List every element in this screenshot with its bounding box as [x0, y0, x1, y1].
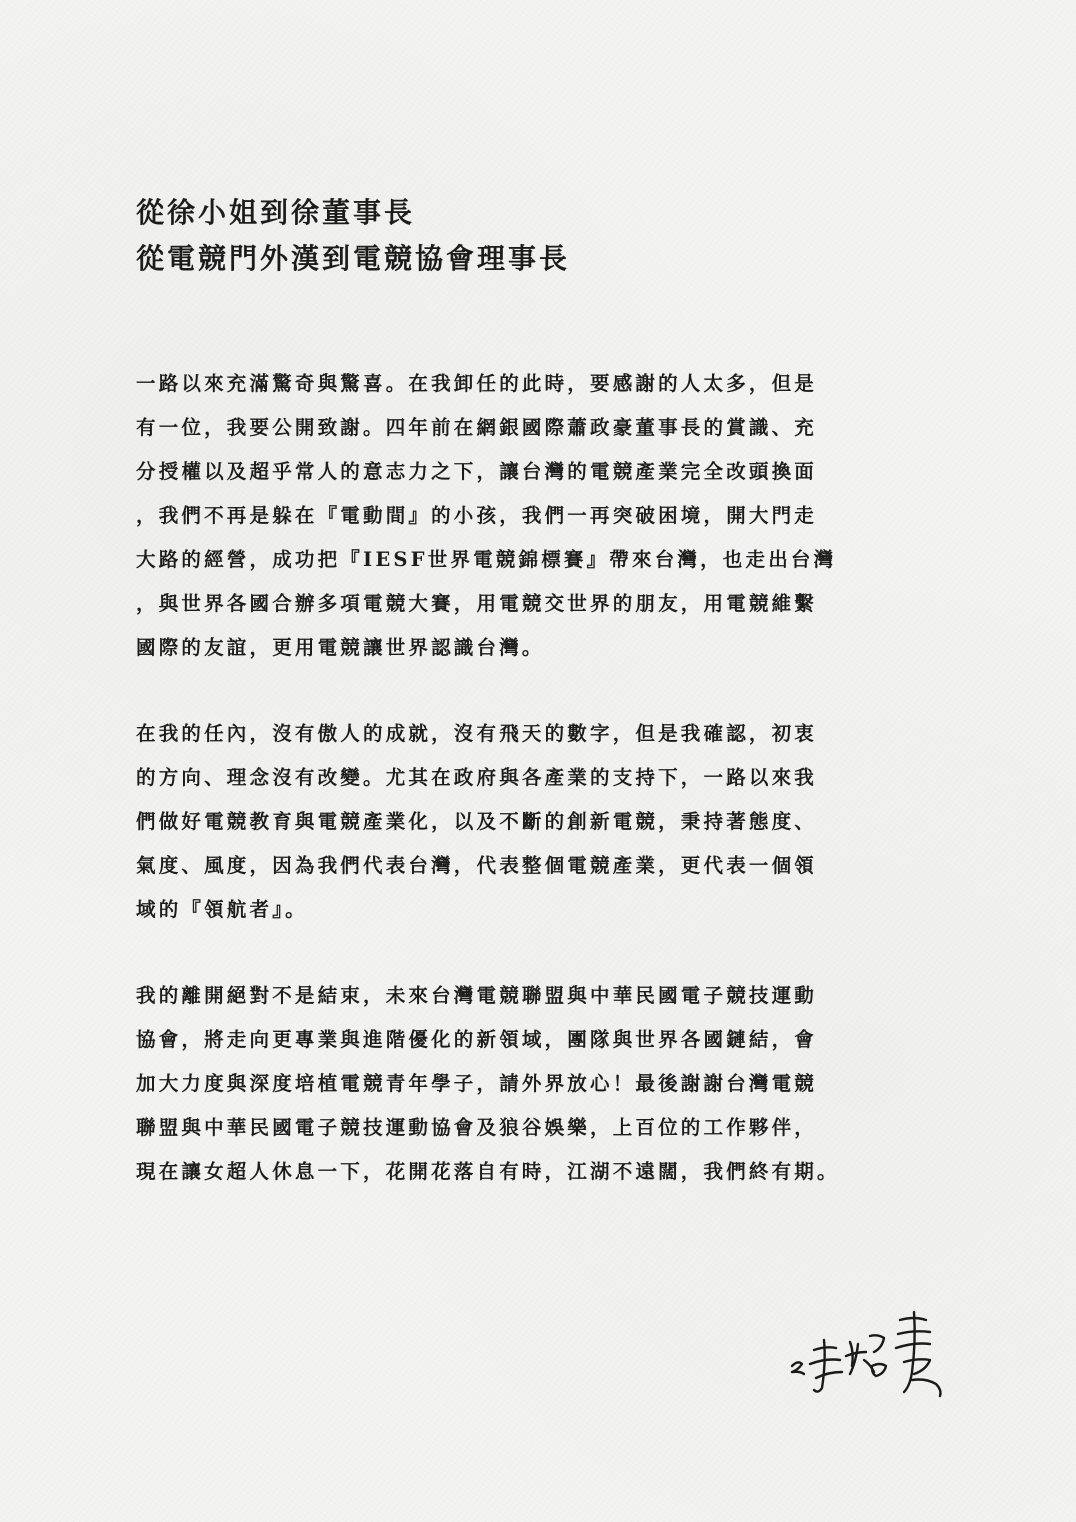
paragraph-line: 的方向、理念沒有改變。尤其在政府與各產業的支持下，一路以來我: [136, 766, 818, 789]
paragraph-line: 我的離開絕對不是結束，未來台灣電競聯盟與中華民國電子競技運動: [136, 984, 818, 1007]
paragraph-line: 現在讓女超人休息一下，花開花落自有時，江湖不遠闊，我們終有期。: [136, 1160, 840, 1183]
paragraph-line: 國際的友誼，更用電競讓世界認識台灣。: [136, 636, 545, 659]
paragraph-line: ，我們不再是躲在『電動間』的小孩，我們一再突破困境，開大門走: [136, 504, 818, 527]
paragraph-line: ，與世界各國合辦多項電競大賽，用電競交世界的朋友，用電競維繫: [136, 592, 818, 615]
paragraph-line: 協會，將走向更專業與進階優化的新領域，團隊與世界各國鏈結，會: [136, 1028, 818, 1051]
paragraph-line: 氣度、風度，因為我們代表台灣，代表整個電競產業，更代表一個領: [136, 854, 818, 877]
paragraph-3: [136, 974, 956, 1194]
title-line-2: 從電競門外漢到電競協會理事長: [136, 242, 571, 275]
signature-strokes: [792, 1312, 941, 1396]
handwritten-signature: [780, 1300, 960, 1410]
letter-title: [136, 190, 570, 282]
paragraph-line: 一路以來充滿驚奇與驚喜。在我卸任的此時，要感謝的人太多，但是: [136, 372, 818, 395]
paragraph-line: 加大力度與深度培植電競青年學子，請外界放心！最後謝謝台灣電競: [136, 1072, 818, 1095]
title-line-1: 從徐小姐到徐董事長: [136, 196, 416, 229]
letter-body: [136, 362, 956, 1236]
paragraph-line: 聯盟與中華民國電子競技運動協會及狼谷娛樂，上百位的工作夥伴，: [136, 1116, 818, 1139]
paragraph-line: 分授權以及超乎常人的意志力之下，讓台灣的電競產業完全改頭換面: [136, 460, 818, 483]
paragraph-line: 域的『領航者』。: [136, 898, 308, 921]
paragraph-line: 們做好電競教育與電競產業化，以及不斷的創新電競，秉持著態度、: [136, 810, 818, 833]
paragraph-line: 大路的經營，成功把『IESF世界電競錦標賽』帶來台灣，也走出台灣: [136, 548, 837, 571]
paragraph-2: [136, 712, 956, 932]
paragraph-line: 有一位，我要公開致謝。四年前在網銀國際蕭政豪董事長的賞識、充: [136, 416, 818, 439]
paragraph-1: [136, 362, 956, 670]
paragraph-line: 在我的任內，沒有傲人的成就，沒有飛天的數字，但是我確認，初衷: [136, 722, 818, 745]
